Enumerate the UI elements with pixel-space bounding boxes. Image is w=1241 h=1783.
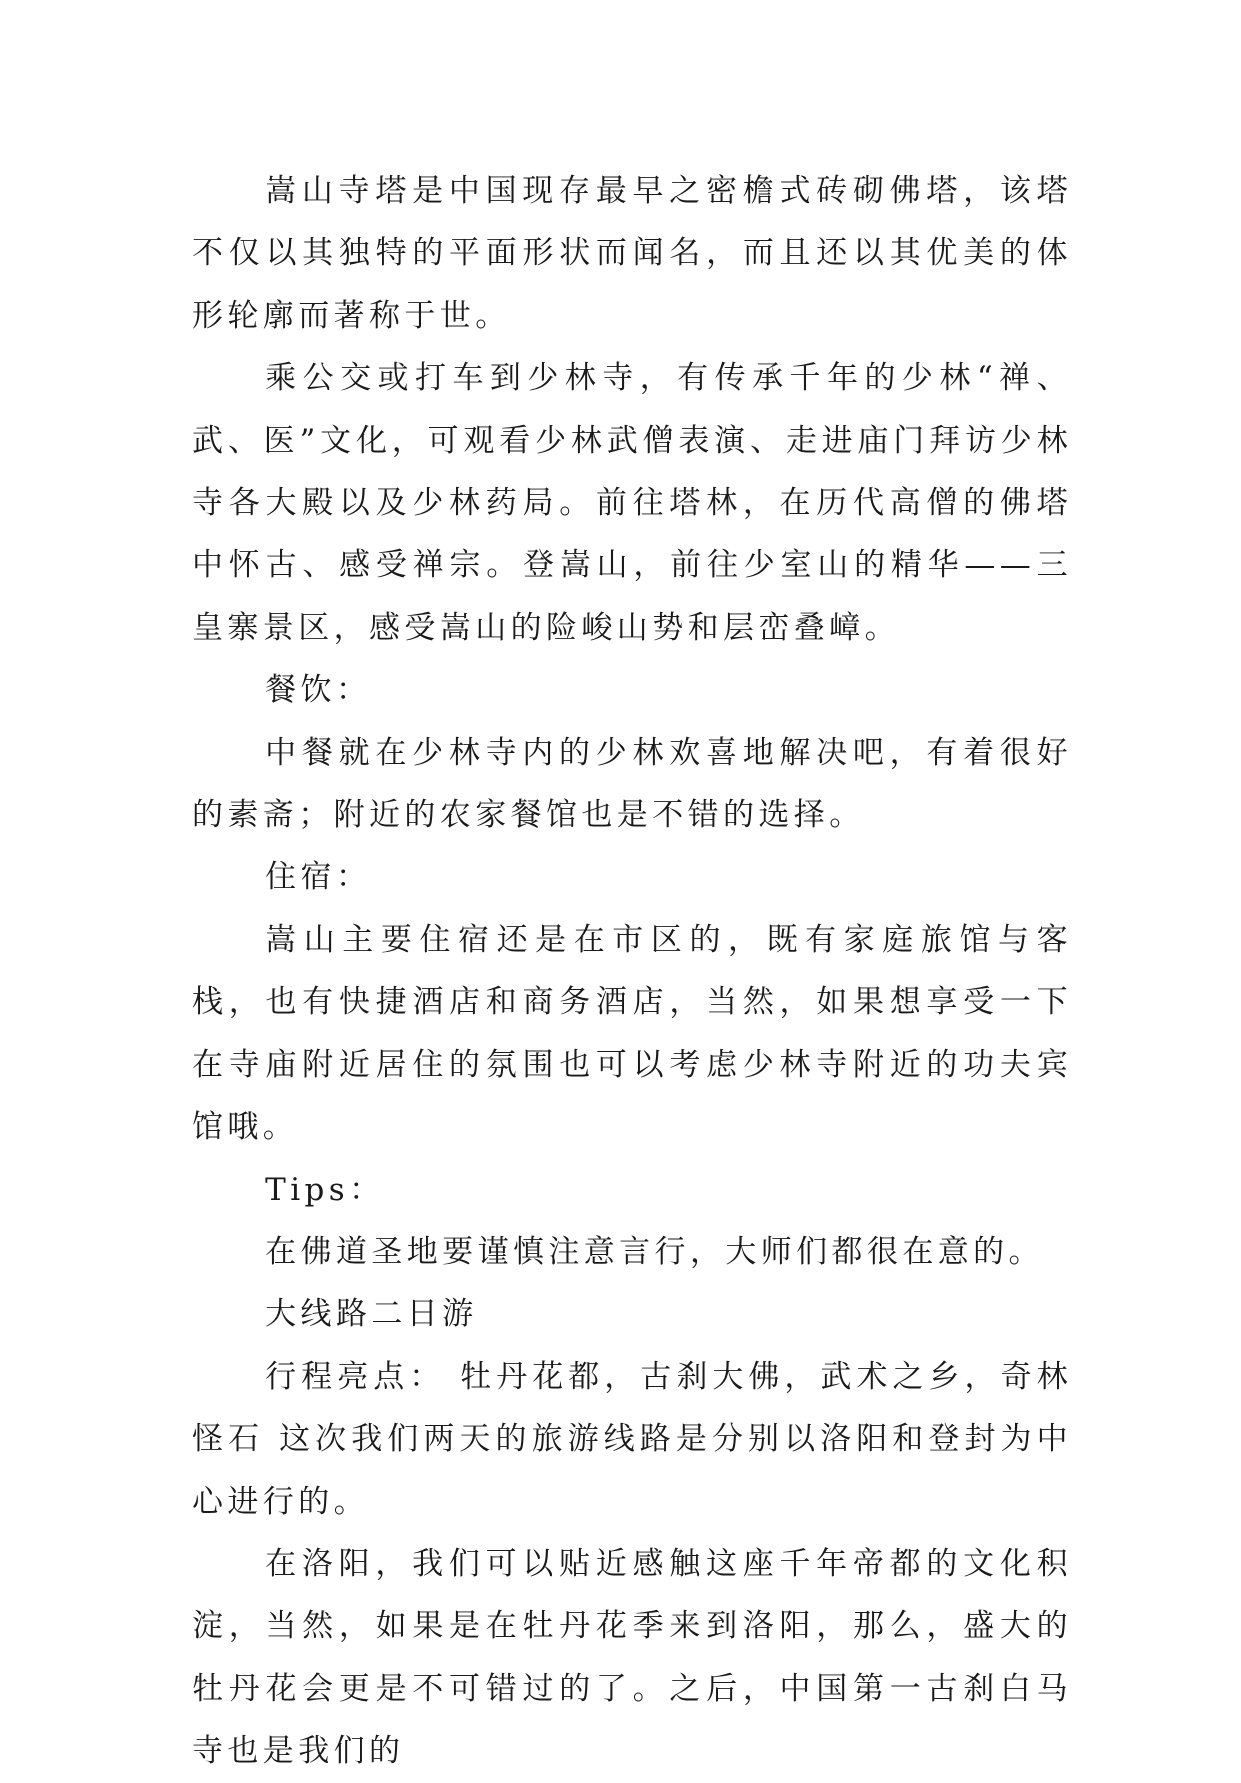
paragraph-luoyang: 在洛阳，我们可以贴近感触这座千年帝都的文化积淀，当然，如果是在牡丹花季来到洛阳，那么，盛大的牡丹花会更是不可错过的了。之后，中国第一古刹白马寺也是我们的	[192, 1545, 1072, 1770]
paragraph-songshan-pagoda: 嵩山寺塔是中国现存最早之密檐式砖砌佛塔，该塔不仅以其独特的平面形状而闻名，而且还以其优美的体形轮廓而著称于世。	[192, 173, 1072, 334]
heading-tips: Tips：	[265, 1171, 385, 1208]
paragraph-highlights: 行程亮点： 牡丹花都，古刹大佛，武术之乡，奇林怪石 这次我们两天的旅游线路是分别以洛阳和登封为中心进行的。	[192, 1358, 1072, 1520]
paragraph-accommodation: 嵩山主要住宿还是在市区的，既有家庭旅馆与客栈，也有快捷酒店和商务酒店，当然，如果想享受一下在寺庙附近居住的氛围也可以考虑少林寺附近的功夫宾馆哦。	[192, 921, 1072, 1146]
paragraph-dining: 中餐就在少林寺内的少林欢喜地解决吧，有着很好的素斋；附近的农家餐馆也是不错的选择。	[192, 734, 1072, 834]
document-body	[192, 160, 1072, 1783]
heading-dining: 餐饮：	[265, 672, 372, 709]
paragraph-tips: 在佛道圣地要谨慎注意言行，大师们都很在意的。	[265, 1233, 1044, 1270]
heading-accommodation: 住宿：	[265, 859, 372, 896]
heading-two-day-route: 大线路二日游	[265, 1296, 478, 1333]
paragraph-shaolin-temple: 乘公交或打车到少林寺，有传承千年的少林“禅、武、医”文化，可观看少林武僧表演、走进庙门拜访少林寺各大殿以及少林药局。前往塔林，在历代高僧的佛塔中怀古、感受禅宗。登嵩山，前往少室山的精华——三皇寨景区，感受嵩山的险峻山势和层峦叠嶂。	[192, 360, 1072, 646]
